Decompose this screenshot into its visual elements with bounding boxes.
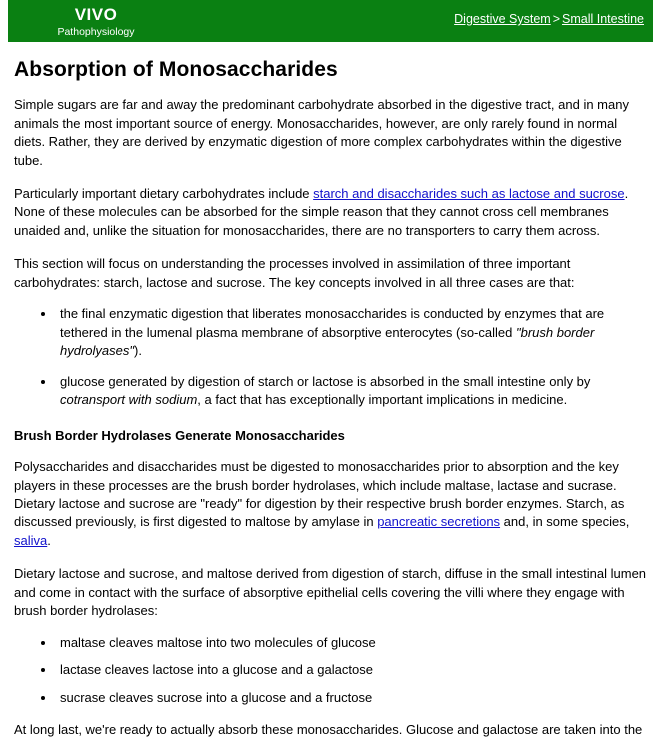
paragraph-intro: Simple sugars are far and away the predominant carbohydrate absorbed in the digestive tract, and in many animals the most important source of energy. Monosaccharides, however, are only rarely found in normal diets. Rather, they are derived by enzymatic digestion of more complex carbohydrates within the digestive tube. bbox=[14, 97, 629, 168]
list-item bbox=[56, 373, 651, 410]
breadcrumb-link-digestive-system[interactable]: Digestive System bbox=[454, 12, 551, 26]
key-concept-2-emphasis: cotransport with sodium bbox=[60, 392, 198, 408]
paragraph-polysaccharides bbox=[14, 458, 651, 550]
list-item bbox=[56, 305, 651, 360]
paragraph-dietary-carbohydrates-text-before: Particularly important dietary carbohydrates include bbox=[14, 185, 314, 201]
list-hydrolase-actions bbox=[14, 634, 651, 707]
site-brand bbox=[36, 2, 156, 38]
key-concept-2-part-1: glucose generated by digestion of starch or lactose is absorbed in the small intestine only by bbox=[60, 373, 591, 389]
brand-subtitle: Pathophysiology bbox=[57, 26, 135, 38]
paragraph-absorb-monosaccharides: At long last, we're ready to actually absorb these monosaccharides. Glucose and galactose are taken into the bbox=[14, 722, 643, 738]
link-starch-and-disaccharides[interactable]: starch and disaccharides such as lactose and sucrose bbox=[313, 185, 625, 201]
page-title: Absorption of Monosaccharides bbox=[14, 58, 338, 81]
paragraph-polysaccharides-text-3: . bbox=[47, 532, 51, 548]
paragraph-section-focus: This section will focus on understanding the processes involved in assimilation of three important carbohydrates: starch, lactose and sucrose. The key concepts involved in all three cases are that: bbox=[14, 256, 575, 290]
paragraph-polysaccharides-text-1: Polysaccharides and disaccharides must be digested to monosaccharides prior to absorption and the key players in these processes are the brush border hydrolases, which include maltase, lactase and sucrase. Dietary lactose and sucrose are "ready" for digestion by their respective brush border enzymes. Starch, as discussed previously, is first digested to maltose by amylase in bbox=[14, 459, 625, 530]
key-concept-1-part-2: ). bbox=[133, 343, 142, 359]
link-pancreatic-secretions[interactable]: pancreatic secretions bbox=[377, 514, 501, 530]
site-header-banner bbox=[8, 0, 653, 42]
key-concept-1-part-1: the final enzymatic digestion that liberates monosaccharides is conducted by enzymes that are tethered in the lumenal plasma membrane of absorptive enterocytes (so-called bbox=[60, 306, 605, 340]
list-item: • sucrase cleaves sucrose into a glucose and a fructose bbox=[56, 689, 651, 707]
list-item: • maltase cleaves maltose into two molecules of glucose bbox=[56, 634, 651, 652]
paragraph-dietary-carbohydrates bbox=[14, 185, 651, 240]
breadcrumb-link-small-intestine[interactable]: Small Intestine bbox=[562, 12, 644, 26]
key-concept-2-part-2: , a fact that has exceptionally important implications in medicine. bbox=[197, 392, 568, 408]
list-key-concepts bbox=[14, 305, 651, 409]
list-item: • lactase cleaves lactose into a glucose and a galactose bbox=[56, 661, 651, 679]
brand-title: VIVO bbox=[74, 5, 118, 24]
link-saliva[interactable]: saliva bbox=[14, 532, 48, 548]
breadcrumb-separator: > bbox=[552, 12, 561, 26]
page-content bbox=[0, 58, 665, 740]
paragraph-dietary-lactose-sucrose: Dietary lactose and sucrose, and maltose derived from digestion of starch, diffuse in the small intestinal lumen and come in contact with the surface of absorptive epithelial cells covering the villi where they engage with brush border hydrolases: bbox=[14, 566, 647, 619]
breadcrumb bbox=[454, 12, 644, 26]
section-heading-brush-border-hydrolases: Brush Border Hydrolases Generate Monosaccharides bbox=[14, 428, 345, 444]
paragraph-polysaccharides-text-2: and, in some species, bbox=[500, 514, 630, 530]
paragraph-dietary-carbohydrates-text-after: . None of these molecules can be absorbed for the simple reason that they cannot cross cell membranes unaided and, unlike the situation for monosaccharides, there are no transporters to carry them across. bbox=[14, 185, 629, 238]
key-concept-1-emphasis: "brush border hydrolyases" bbox=[60, 324, 595, 359]
